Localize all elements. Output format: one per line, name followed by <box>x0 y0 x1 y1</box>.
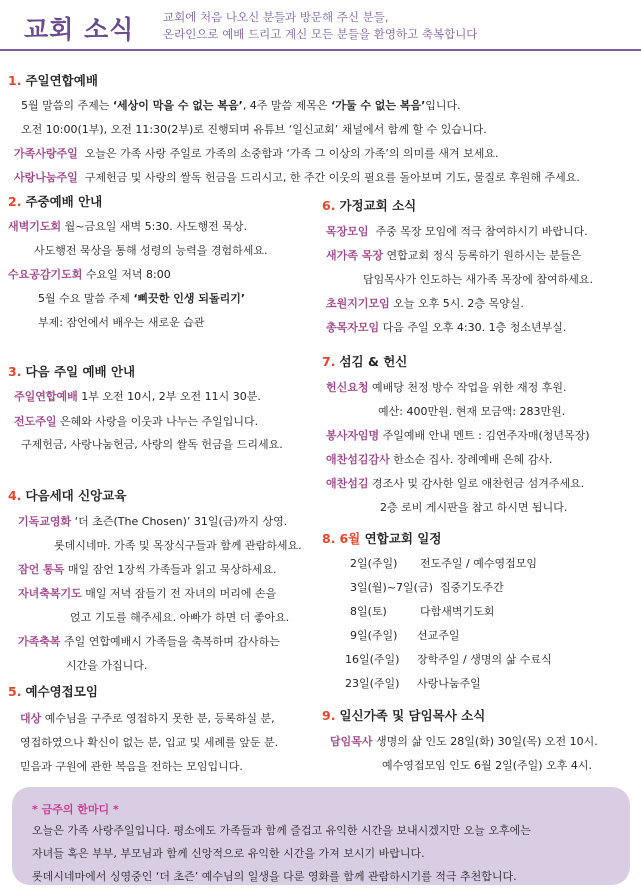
s3-line-2: 전도주일 은혜와 사랑을 이웃과 나누는 주일입니다. <box>14 415 259 428</box>
s4-line-1: 기독교영화 ‘더 초즌(The Chosen)’ 31일(금)까지 상영. <box>18 515 288 528</box>
schedule-date: 9일(주일) <box>350 629 398 642</box>
s4-line-7: 시간을 가집니다. <box>66 659 148 672</box>
schedule-event: 집중기도주간 <box>440 581 504 594</box>
section-1-title: 1. 주일연합예배 <box>8 73 98 88</box>
s2-line-2: 사도행전 묵상을 통해 성령의 능력을 경험하세요. <box>34 244 268 257</box>
s6-line-2: 새가족 목장 연합교회 정식 등록하기 원하시는 분들은 <box>326 249 582 262</box>
weekly-message-line-3: 롯데시네마에서 싱영중인 ‘더 초즌’ 예수님의 일생을 다룬 영화를 함께 관람하시기를 적극 추천합니다. <box>32 870 517 883</box>
s5-line-2: 영접하였으나 확신이 없는 분, 입교 및 세례를 앞둔 분. <box>20 736 279 749</box>
s7-line-6: 2층 로비 게시판을 참고 하시면 됩니다. <box>380 501 568 514</box>
s3-line-3: 구제헌금, 사랑나눔헌금, 사랑의 쌀독 헌금을 드리세요. <box>21 438 283 451</box>
welcome-line-1: 교회에 처음 나오신 분들과 방문해 주신 분들, <box>163 10 389 24</box>
section-8-title: 8. 6월 연합교회 일정 <box>322 531 442 546</box>
s7-line-4: 애찬섬김감사 한소순 집사. 장례예배 은혜 감사. <box>326 453 553 466</box>
s5-line-3: 믿음과 구원에 관한 복음을 전하는 모임입니다. <box>20 760 243 773</box>
header <box>0 0 641 50</box>
schedule-event: 사랑나눔주일 <box>417 677 481 690</box>
weekly-message-title: * 금주의 한마디 * <box>32 803 119 816</box>
schedule-event: 선교주일 <box>417 629 460 642</box>
header-divider <box>0 49 641 51</box>
s6-line-4: 초원지기모임 오늘 오후 5시. 2층 목양실. <box>326 297 524 310</box>
s4-line-6: 가족축복 주일 연합예배시 가족들을 축복하며 감사하는 <box>18 635 280 648</box>
schedule-date: 3일(월)~7일(금) <box>350 581 433 594</box>
s4-line-3: 잠언 통독 매일 잠언 1장씩 가족들과 읽고 묵상하세요. <box>18 563 277 576</box>
section-4-title: 4. 다음세대 신앙교육 <box>8 488 127 503</box>
s1-line-4: 사랑나눔주일 구제헌금 및 사랑의 쌀독 헌금을 드리시고, 한 주간 이웃의 필요를 돌아보며 기도, 물질로 후원해 주세요. <box>14 171 580 184</box>
s7-line-1: 헌신요청 예배당 천정 방수 작업을 위한 재정 후원. <box>326 381 567 394</box>
section-3-title: 3. 다음 주일 예배 안내 <box>8 364 136 379</box>
s5-line-1: 대상 예수님을 구주로 영접하지 못한 분, 등록하실 분, <box>20 712 275 725</box>
schedule-date: 23일(주일) <box>345 677 400 690</box>
s1-line-2: 오전 10:00(1부), 오전 11:30(2부)로 진행되며 유튜브 ‘일신교회’ 채널에서 함께 할 수 있습니다. <box>21 123 487 136</box>
section-7-title: 7. 섬김 & 헌신 <box>322 354 408 369</box>
welcome-line-2: 온라인으로 예배 드리고 계신 모든 분들을 환영하고 축복합니다 <box>163 27 478 41</box>
page-title: 교회 소식 <box>24 15 135 44</box>
s3-line-1: 주일연합예배 1부 오전 10시, 2부 오전 11시 30분. <box>14 390 261 403</box>
s2-line-5: 부제: 잠언에서 배우는 새로운 습관 <box>38 316 205 329</box>
schedule-date: 16일(주일) <box>345 653 400 666</box>
s7-line-5: 애찬섬김 경조사 및 감사한 일로 애찬헌금 섬겨주세요. <box>326 477 585 490</box>
s1-line-3: 가족사랑주일 오늘은 가족 사랑 주일로 가족의 소중함과 ‘가족 그 이상의 가족’의 의미를 새겨 보세요. <box>14 147 499 160</box>
weekly-message-line-1: 오늘은 가족 사랑주일입니다. 평소에도 가족들과 함께 즐겁고 유익한 시간을 보내시겠지만 오늘 오후에는 <box>32 824 531 837</box>
section-2-title: 2. 주중예배 안내 <box>8 194 103 209</box>
welcome-message <box>163 9 477 43</box>
s6-line-3: 담임목사가 인도하는 새가족 목장에 참여하세요. <box>363 273 594 286</box>
schedule-event: 장학주일 / 생명의 삶 수료식 <box>417 653 552 666</box>
schedule-date: 8일(토) <box>350 605 387 618</box>
s9-line-2: 예수영접모임 인도 6월 2일(주일) 오후 4시. <box>382 759 592 772</box>
s7-line-3: 봉사자임명 주일예배 안내 멘트 : 김연주자매(청년목장) <box>326 429 590 442</box>
s6-line-1: 목장모임 주중 목장 모임에 적극 참여하시기 바랍니다. <box>326 225 588 238</box>
schedule-event: 다함새벽기도회 <box>420 605 495 618</box>
section-5-title: 5. 예수영접모임 <box>8 684 98 699</box>
section-6-title: 6. 가정교회 소식 <box>322 198 417 213</box>
section-9-title: 9. 일신가족 및 담임목사 소식 <box>322 708 486 723</box>
s4-line-5: 얹고 기도를 해주세요. 아빠가 하면 더 좋아요. <box>70 611 290 624</box>
s4-line-4: 자녀축복기도 매일 저녁 잠들기 전 자녀의 머리에 손을 <box>18 587 277 600</box>
s2-line-3: 수요공감기도회 수요일 저녁 8:00 <box>8 268 171 281</box>
s7-line-2: 예산: 400만원. 현재 모금액: 283만원. <box>378 405 566 418</box>
s1-line-1: 5월 말씀의 주제는 ‘세상이 막을 수 없는 복음’, 4주 말씀 제목은 ‘가둘 수 없는 복음’입니다. <box>21 99 461 112</box>
schedule-date: 2일(주일) <box>350 557 398 570</box>
s9-line-1: 담임목사 생명의 삶 인도 28일(화) 30일(목) 오전 10시. <box>330 735 598 748</box>
s2-line-4: 5월 수요 말씀 주제 ‘삐끗한 인생 되돌리기’ <box>38 292 246 305</box>
s2-line-1: 새벽기도회 월~금요일 새벽 5:30. 사도행전 묵상. <box>8 220 248 233</box>
weekly-message-box <box>12 787 630 885</box>
schedule-event: 전도주일 / 예수영접모임 <box>420 557 537 570</box>
weekly-message-line-2: 자녀들 혹은 부부, 부모님과 함께 신앙적으로 유익한 시간을 가져 보시기 바랍니다. <box>32 847 425 860</box>
s6-line-5: 총목자모임 다음 주일 오후 4:30. 1층 청소년부실. <box>326 321 567 334</box>
s4-line-2: 롯데시네마. 가족 및 목장식구들과 함께 관람하세요. <box>54 539 302 552</box>
